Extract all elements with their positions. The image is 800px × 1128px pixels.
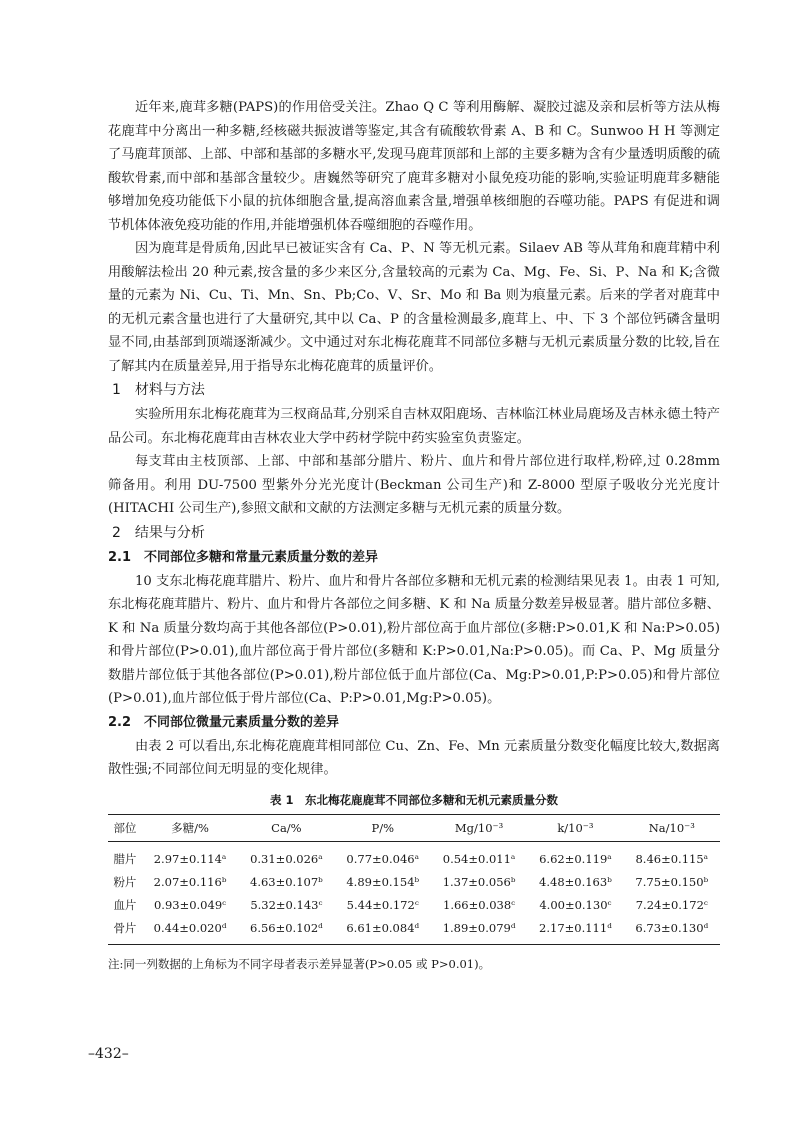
table-cell: 0.54±0.011ᵃ (442, 851, 516, 866)
table-cell: 7.24±0.172ᶜ (635, 897, 708, 912)
table-header-row (108, 814, 720, 841)
results-paragraph-2-2: 由表 2 可以看出,东北梅花鹿鹿茸相同部位 Cu、Zn、Fe、Mn 元素质量分数变化幅度比较大,数据离散性强;不同部位间无明显的变化规律。 (108, 738, 720, 777)
col-header-na: Na/10⁻³ (624, 814, 720, 841)
table-title: 表 1 东北梅花鹿鹿茸不同部位多糖和无机元素质量分数 (269, 792, 558, 807)
table-cell: 1.89±0.079ᵈ (431, 917, 527, 945)
col-header-k: k/10⁻³ (527, 814, 623, 841)
col-header-part: 部位 (108, 814, 142, 841)
data-table (108, 814, 720, 945)
table-cell: 骨片 (108, 917, 142, 945)
table-cell: 2.97±0.114ᵃ (153, 851, 227, 866)
table-cell: 8.46±0.115ᵃ (635, 851, 709, 866)
table-cell: 6.62±0.119ᵃ (539, 851, 612, 866)
page-number: –432– (88, 1046, 129, 1062)
table-cell: 6.56±0.102ᵈ (238, 917, 334, 945)
table-cell: 7.75±0.150ᵇ (635, 874, 709, 889)
table-cell: 1.37±0.056ᵇ (442, 874, 516, 889)
col-header-mg: Mg/10⁻³ (431, 814, 527, 841)
page-body (108, 96, 720, 973)
table-row (108, 871, 720, 894)
col-header-p: P/% (335, 814, 431, 841)
methods-paragraph-1: 实验所用东北梅花鹿茸为三杈商品茸,分别采自吉林双阳鹿场、吉林临江林业局鹿场及吉林永德土特产品公司。东北梅花鹿茸由吉林农业大学中药材学院中药实验室负责鉴定。 (108, 407, 720, 446)
results-paragraph-2-1: 10 支东北梅花鹿茸腊片、粉片、血片和骨片各部位多糖和无机元素的检测结果见表 1。由表 1 可知,东北梅花鹿茸腊片、粉片、血片和骨片各部位之间多糖、K 和 Na 质量分数差异极显著。腊片部位多糖、K 和 Na 质量分数均高于其他各部位(P>0.01),粉片部位高于血片部位(多糖:P>0.01,K 和 Na:P>0.05)和骨片部位(P>0.01),血片部位高于骨片部位(多糖和 K:P>0.01,Na:P>0.05)。而 Ca、P、Mg 质量分数腊片部位低于其他各部位(P>0.01),粉片部位低于血片部位(Ca、Mg:P>0.01,P:P>0.05)和骨片部位(P>0.01),血片部位低于骨片部位(Ca、P:P>0.01,Mg:P>0.05)。 (108, 573, 720, 706)
table-cell: 5.44±0.172ᶜ (346, 897, 419, 912)
table-cell: 血片 (113, 897, 137, 912)
methods-paragraph-2: 每支茸由主枝顶部、上部、中部和基部分腊片、粉片、血片和骨片部位进行取样,粉碎,过 0.28mm 筛备用。利用 DU-7500 型紫外分光光度计(Beckman 公司生产)和 Z-8000 型原子吸收分光光度计(HITACHI 公司生产),参照文献和文献的方法测定多糖与无机元素的质量分数。 (108, 454, 720, 516)
table-cell: 0.93±0.049ᶜ (153, 897, 227, 912)
table-cell: 4.00±0.130ᶜ (539, 897, 612, 912)
table-cell: 4.89±0.154ᵇ (346, 874, 420, 889)
table-cell: 0.77±0.046ᵃ (346, 851, 420, 866)
table-cell: 4.63±0.107ᵇ (250, 874, 323, 889)
table-cell: 5.32±0.143ᶜ (250, 897, 323, 912)
table-cell: 腊片 (113, 851, 137, 866)
col-header-polysaccharide: 多糖/% (142, 814, 238, 841)
section-heading-methods: 1 材料与方法 (112, 382, 205, 398)
subsection-heading-2-2: 2.2 不同部位微量元素质量分数的差异 (108, 714, 340, 730)
table-note: 注:同一列数据的上角标为不同字母者表示差异显著(P>0.05 或 P>0.01)。 (108, 956, 491, 971)
table-row (108, 894, 720, 917)
table-cell: 6.61±0.084ᵈ (335, 917, 431, 945)
table-row (108, 841, 720, 871)
intro-paragraph-1: 近年来,鹿茸多糖(PAPS)的作用倍受关注。Zhao Q C 等利用酶解、凝胶过滤及亲和层析等方法从梅花鹿茸中分离出一种多糖,经核磁共振波谱等鉴定,其含有硫酸软骨素 A、B 和 C。Sunwoo H H 等测定了马鹿茸顶部、上部、中部和基部的多糖水平,发现马鹿茸顶部和上部的主要多糖为含有少量透明质酸的硫酸软骨素,而中部和基部含量较少。唐巍然等研究了鹿茸多糖对小鼠免疫功能的影响,实验证明鹿茸多糖能够增加免疫功能低下小鼠的抗体细胞含量,提高溶血素含量,增强单核细胞的吞噬功能。PAPS 有促进和调节机体体液免疫功能的作用,并能增强机体吞噬细胞的吞噬作用。 (108, 100, 720, 233)
table-cell: 6.73±0.130ᵈ (624, 917, 720, 945)
table-cell: 4.48±0.163ᵇ (539, 874, 612, 889)
table-cell: 0.44±0.020ᵈ (142, 917, 238, 945)
table-cell: 2.07±0.116ᵇ (153, 874, 227, 889)
table-cell: 粉片 (113, 874, 137, 889)
col-header-ca: Ca/% (238, 814, 334, 841)
table-cell: 1.66±0.038ᶜ (443, 897, 516, 912)
section-heading-results: 2 结果与分析 (112, 524, 205, 541)
table-row (108, 917, 720, 945)
table-cell: 2.17±0.111ᵈ (527, 917, 623, 945)
intro-paragraph-2: 因为鹿茸是骨质角,因此早已被证实含有 Ca、P、N 等无机元素。Silaev AB 等从茸角和鹿茸精中利用酸解法检出 20 种元素,按含量的多少来区分,含量较高的元素为 Ca、Mg、Fe、Si、P、Na 和 K;含微量的元素为 Ni、Cu、Ti、Mn、Sn、Pb;Co、V、Sr、Mo 和 Ba 则为痕量元素。后来的学者对鹿茸中的无机元素含量也进行了大量研究,其中以 Ca、P 的含量检测最多,鹿茸上、中、下 3 个部位钙磷含量明显不同,由基部到顶端逐渐减少。文中通过对东北梅花鹿茸不同部位多糖与无机元素质量分数的比较,旨在了解其内在质量差异,用于指导东北梅花鹿茸的质量评价。 (108, 241, 720, 374)
subsection-heading-2-1: 2.1 不同部位多糖和常量元素质量分数的差异 (108, 549, 379, 565)
table-cell: 0.31±0.026ᵃ (250, 851, 323, 866)
